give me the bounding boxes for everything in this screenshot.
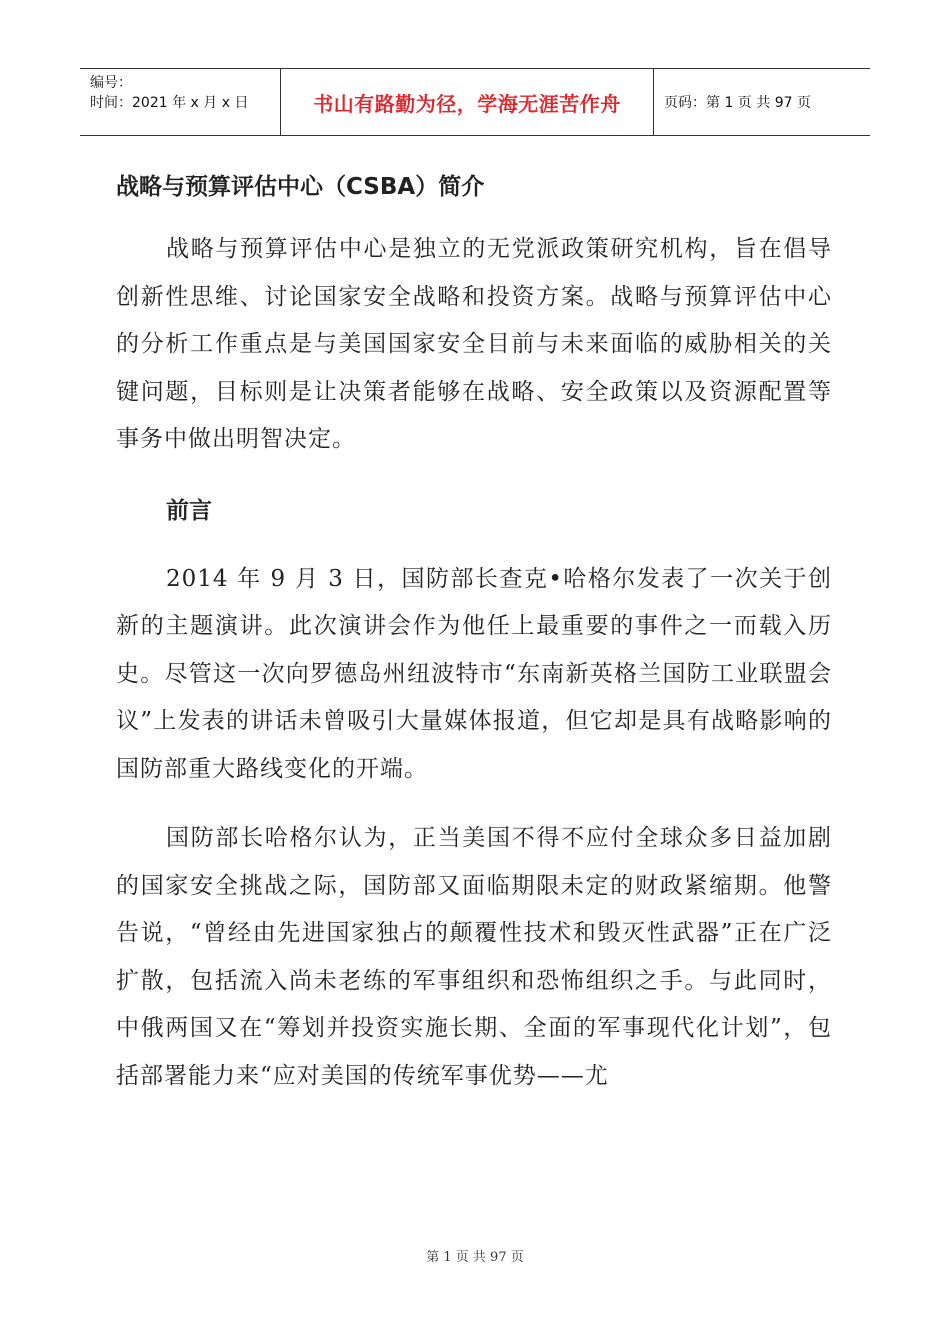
document-header: [80, 68, 870, 136]
document-date-label: 时间：2021 年 x 月 x 日: [90, 95, 249, 111]
header-page-info: 页码：第 1 页 共 97 页: [664, 95, 811, 111]
preface-paragraph-1: 2014 年 9 月 3 日，国防部长查克•哈格尔发表了一次关于创新的主题演讲。此次演讲会作为他任上最重要的事件之一而载入历史。尽管这一次向罗德岛州纽波特市“东南新英格兰国防工业联盟会议”上发表的讲话未曾吸引大量媒体报道，但它却是具有战略影响的国防部重大路线变化的开端。: [116, 565, 832, 782]
document-body: [116, 160, 832, 1122]
preface-paragraph-2: 国防部长哈格尔认为，正当美国不得不应付全球众多日益加剧的国家安全挑战之际，国防部又面临期限未定的财政紧缩期。他警告说，“曾经由先进国家独占的颠覆性技术和毁灭性武器”正在广泛扩散，包括流入尚未老练的军事组织和恐怖组织之手。与此同时，中俄两国又在“筹划并投资实施长期、全面的军事现代化计划”，包括部署能力来“应对美国的传统军事优势——尤: [116, 825, 832, 1089]
header-motto: 书山有路勤为径，学海无涯苦作舟: [281, 69, 654, 135]
intro-paragraph: 战略与预算评估中心是独立的无党派政策研究机构，旨在倡导创新性思维、讨论国家安全战略和投资方案。战略与预算评估中心的分析工作重点是与美国国家安全目前与未来面临的威胁相关的关键问题，目标则是让决策者能够在战略、安全政策以及资源配置等事务中做出明智决定。: [116, 236, 832, 452]
header-meta: [80, 69, 281, 135]
page-footer: 第 1 页 共 97 页: [426, 1250, 524, 1265]
document-number-label: 编号：: [90, 75, 132, 91]
section-heading-preface: 前言: [166, 497, 212, 524]
document-title: 战略与预算评估中心（CSBA）简介: [116, 174, 485, 200]
